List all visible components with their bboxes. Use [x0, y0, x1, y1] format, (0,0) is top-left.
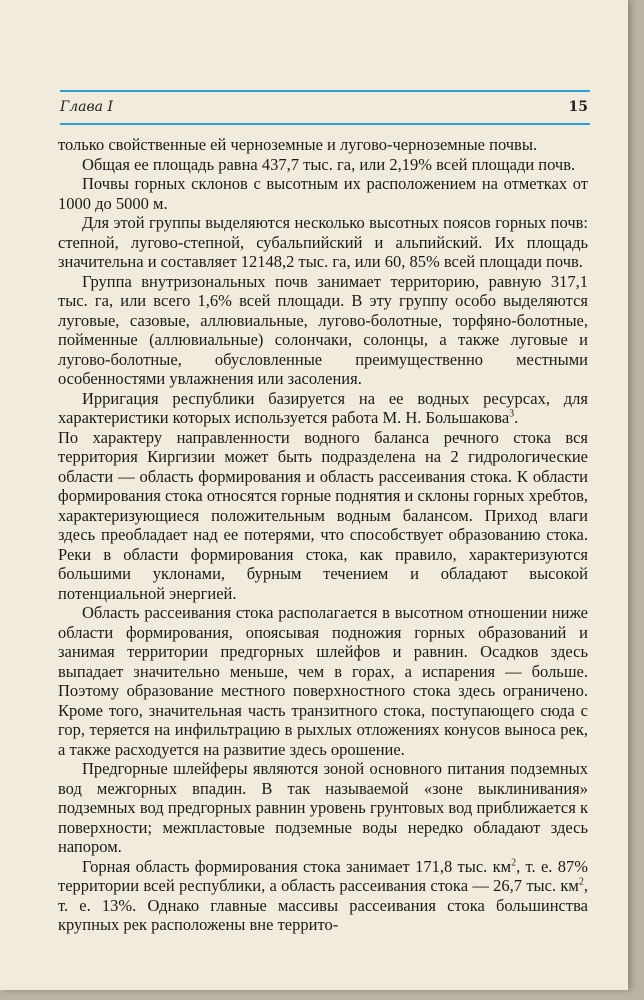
paragraph: Группа внутризональных почв занимает территорию, равную 317,1 тыс. га, или всего 1,6% всей площади. В эту группу особо выделяются луговые, сазовые, аллювиальные, лугово-болотные, торфяно-болотные, пойменные (аллювиальные) солончаки, солонцы, а также луговые и лугово-болотные, обусловленные преимущественно местными особенностями увлажнения или засоления. — [58, 271, 588, 388]
paragraph-text: , т. е. 13%. Однако главные массивы рассеивания стока большинства крупных рек расположены вне террито- — [58, 876, 588, 934]
paragraph-text: , т. е. 87% территории всей республики, а область рассеивания стока — 26,7 тыс. км — [58, 856, 588, 895]
paragraph-text: Ирригация республики базируется на ее водных ресурсах, для характеристики которых используется работа М. Н. Большакова — [58, 388, 588, 427]
page-header — [60, 90, 590, 124]
superscript: 2 — [578, 876, 584, 888]
body-text — [58, 135, 588, 935]
chapter-title: Глава I — [60, 99, 114, 115]
header-rule-bottom — [60, 123, 590, 125]
paragraph: Предгорные шлейферы являются зоной основного питания подземных вод межгорных впадин. В так называемой «зоне выклинивания» подземных вод предгорных равнин уровень грунтовых вод приближается к поверхности; межпластовые подземные воды нередко обладают здесь напором. — [58, 759, 588, 856]
page-number: 15 — [568, 99, 588, 115]
paragraph: Ирригация республики базируется на ее водных ресурсах, для характеристики которых используется работа М. Н. Большакова$^3$. — [58, 388, 588, 427]
paragraph — [58, 857, 588, 935]
paragraph: По характеру направленности водного баланса речного стока вся территория Киргизии может быть подразделена на 2 гидрологические области — область формирования и область рассеивания стока. К области формирования стока относятся горные поднятия и склоны горных хребтов, характеризующиеся положительным водным балансом. Приход влаги здесь преобладает над ее потерями, что способствует образованию стока. Реки в области формирования стока, как правило, характеризуются большими уклонами, бурным течением и обладают высокой потенциальной энергией. — [58, 427, 588, 603]
superscript: 2 — [511, 857, 517, 868]
header-rule-top — [60, 90, 590, 92]
paragraph-text: Горная область формирования стока занимает 171,8 тыс. км — [82, 856, 512, 876]
paragraph: Общая ее площадь равна 437,7 тыс. га, или 2,19% всей площади почв. — [82, 154, 576, 174]
paragraph: Область рассеивания стока располагается в высотном отношении ниже области формирования, опоясывая подножия горных образований и занимая территории предгорных шлейфов и равнин. Осадков здесь выпадает значительно меньше, чем в горах, а испарения — больше. Поэтому образование местного поверхностного стока здесь ограничено. Кроме того, значительная часть транзитного стока, поступающего сюда с гор, теряется на инфильтрацию в рыхлых отложениях конусов выноса рек, а также расходуется на развитие здесь орошение. — [58, 603, 588, 759]
paragraph: только свойственные ей черноземные и лугово-черноземные почвы. — [58, 135, 538, 154]
footnote-marker: 3 — [509, 408, 515, 420]
paragraph: Для этой группы выделяются несколько высотных поясов горных почв: степной, лугово-степной, субальпийский и альпийский. Их площадь значительна и составляет 12148,2 тыс. га, или 60, 85% всей площади почв. — [58, 213, 588, 271]
paragraph: Почвы горных склонов с высотным их расположением на отметках от 1000 до 5000 м. — [58, 174, 588, 213]
